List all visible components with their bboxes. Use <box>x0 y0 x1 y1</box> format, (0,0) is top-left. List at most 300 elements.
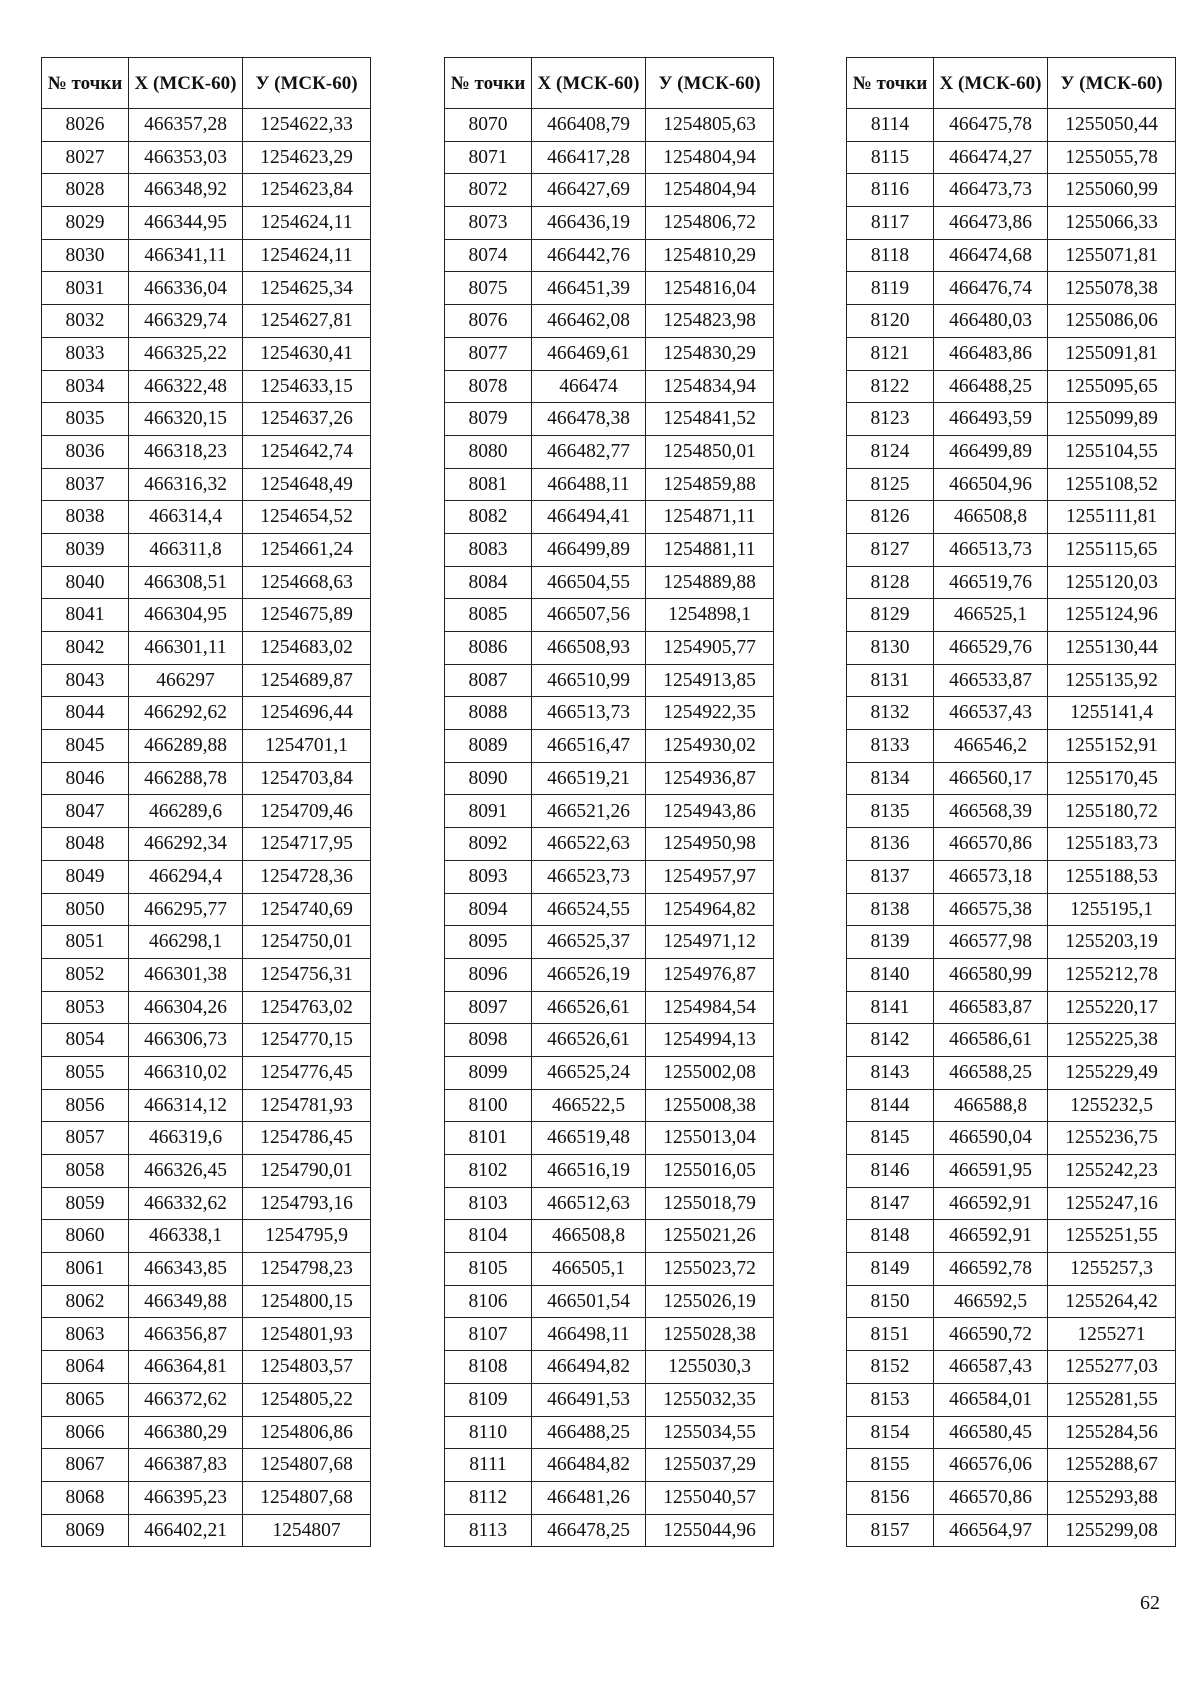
x-coordinate-cell: 466480,03 <box>934 305 1048 338</box>
point-number-cell: 8100 <box>445 1089 532 1122</box>
table-row <box>42 533 371 566</box>
table-row <box>42 1318 371 1351</box>
x-coordinate-cell: 466364,81 <box>129 1351 243 1384</box>
table-row <box>847 828 1176 861</box>
point-number-cell: 8078 <box>445 370 532 403</box>
point-number-cell: 8079 <box>445 403 532 436</box>
point-number-cell: 8030 <box>42 239 129 272</box>
y-coordinate-cell: 1255284,56 <box>1048 1416 1176 1449</box>
table-row <box>42 926 371 959</box>
y-coordinate-cell: 1255141,4 <box>1048 697 1176 730</box>
y-coordinate-cell: 1255008,38 <box>646 1089 774 1122</box>
table-row <box>445 1416 774 1449</box>
table-row <box>445 893 774 926</box>
table-row <box>42 893 371 926</box>
x-coordinate-cell: 466301,38 <box>129 958 243 991</box>
point-number-cell: 8086 <box>445 632 532 665</box>
point-number-cell: 8046 <box>42 762 129 795</box>
x-coordinate-cell: 466341,11 <box>129 239 243 272</box>
table-row <box>847 1220 1176 1253</box>
x-coordinate-cell: 466529,76 <box>934 632 1048 665</box>
x-coordinate-cell: 466586,61 <box>934 1024 1048 1057</box>
y-coordinate-cell: 1255195,1 <box>1048 893 1176 926</box>
y-coordinate-cell: 1255108,52 <box>1048 468 1176 501</box>
y-coordinate-cell: 1254823,98 <box>646 305 774 338</box>
x-coordinate-cell: 466590,72 <box>934 1318 1048 1351</box>
point-number-cell: 8101 <box>445 1122 532 1155</box>
x-coordinate-cell: 466474 <box>532 370 646 403</box>
y-coordinate-cell: 1254881,11 <box>646 533 774 566</box>
point-number-cell: 8044 <box>42 697 129 730</box>
y-coordinate-cell: 1254623,29 <box>243 141 371 174</box>
x-coordinate-cell: 466494,41 <box>532 501 646 534</box>
y-coordinate-cell: 1254668,63 <box>243 566 371 599</box>
coordinates-table-2 <box>444 57 774 1547</box>
point-number-cell: 8093 <box>445 860 532 893</box>
x-coordinate-cell: 466316,32 <box>129 468 243 501</box>
x-coordinate-cell: 466508,8 <box>934 501 1048 534</box>
y-coordinate-cell: 1254624,11 <box>243 207 371 240</box>
table-row <box>42 1024 371 1057</box>
table-row <box>445 664 774 697</box>
table-row <box>445 533 774 566</box>
y-coordinate-cell: 1254803,57 <box>243 1351 371 1384</box>
table-row <box>42 991 371 1024</box>
table-row <box>42 239 371 272</box>
table-row <box>847 991 1176 1024</box>
x-coordinate-cell: 466288,78 <box>129 762 243 795</box>
x-coordinate-cell: 466326,45 <box>129 1155 243 1188</box>
table-row <box>847 207 1176 240</box>
table-row <box>847 1514 1176 1547</box>
table-row <box>42 1220 371 1253</box>
y-coordinate-cell: 1254642,74 <box>243 435 371 468</box>
x-coordinate-cell: 466311,8 <box>129 533 243 566</box>
y-coordinate-cell: 1254807 <box>243 1514 371 1547</box>
y-coordinate-cell: 1255152,91 <box>1048 730 1176 763</box>
table-row <box>847 1481 1176 1514</box>
table-row <box>445 305 774 338</box>
x-coordinate-cell: 466417,28 <box>532 141 646 174</box>
point-number-cell: 8119 <box>847 272 934 305</box>
table-row <box>445 991 774 1024</box>
table-row <box>847 370 1176 403</box>
point-number-cell: 8111 <box>445 1449 532 1482</box>
x-coordinate-cell: 466329,74 <box>129 305 243 338</box>
table-row <box>445 337 774 370</box>
table-row <box>847 860 1176 893</box>
table-row <box>445 1285 774 1318</box>
point-number-cell: 8096 <box>445 958 532 991</box>
x-coordinate-cell: 466505,1 <box>532 1253 646 1286</box>
y-coordinate-cell: 1255220,17 <box>1048 991 1176 1024</box>
header-y-coordinate: У (МСК-60) <box>1048 58 1176 109</box>
table-row <box>847 958 1176 991</box>
table-row <box>445 1187 774 1220</box>
table-row <box>847 272 1176 305</box>
y-coordinate-cell: 1254964,82 <box>646 893 774 926</box>
x-coordinate-cell: 466353,03 <box>129 141 243 174</box>
x-coordinate-cell: 466349,88 <box>129 1285 243 1318</box>
y-coordinate-cell: 1255032,35 <box>646 1383 774 1416</box>
table-row <box>445 926 774 959</box>
point-number-cell: 8105 <box>445 1253 532 1286</box>
x-coordinate-cell: 466491,53 <box>532 1383 646 1416</box>
point-number-cell: 8099 <box>445 1056 532 1089</box>
point-number-cell: 8091 <box>445 795 532 828</box>
point-number-cell: 8114 <box>847 109 934 142</box>
y-coordinate-cell: 1255095,65 <box>1048 370 1176 403</box>
point-number-cell: 8072 <box>445 174 532 207</box>
y-coordinate-cell: 1254905,77 <box>646 632 774 665</box>
y-coordinate-cell: 1254807,68 <box>243 1481 371 1514</box>
point-number-cell: 8137 <box>847 860 934 893</box>
page-number: 62 <box>1140 1592 1160 1614</box>
table-row <box>42 1056 371 1089</box>
y-coordinate-cell: 1254689,87 <box>243 664 371 697</box>
x-coordinate-cell: 466292,62 <box>129 697 243 730</box>
point-number-cell: 8150 <box>847 1285 934 1318</box>
table-row <box>42 632 371 665</box>
y-coordinate-cell: 1254922,35 <box>646 697 774 730</box>
x-coordinate-cell: 466344,95 <box>129 207 243 240</box>
table-row <box>847 1383 1176 1416</box>
x-coordinate-cell: 466580,45 <box>934 1416 1048 1449</box>
point-number-cell: 8075 <box>445 272 532 305</box>
table-row <box>847 1056 1176 1089</box>
y-coordinate-cell: 1255242,23 <box>1048 1155 1176 1188</box>
y-coordinate-cell: 1254801,93 <box>243 1318 371 1351</box>
y-coordinate-cell: 1254770,15 <box>243 1024 371 1057</box>
table-row <box>445 828 774 861</box>
point-number-cell: 8062 <box>42 1285 129 1318</box>
y-coordinate-cell: 1254889,88 <box>646 566 774 599</box>
y-coordinate-cell: 1255099,89 <box>1048 403 1176 436</box>
y-coordinate-cell: 1254776,45 <box>243 1056 371 1089</box>
x-coordinate-cell: 466473,73 <box>934 174 1048 207</box>
point-number-cell: 8074 <box>445 239 532 272</box>
x-coordinate-cell: 466322,48 <box>129 370 243 403</box>
point-number-cell: 8039 <box>42 533 129 566</box>
x-coordinate-cell: 466402,21 <box>129 1514 243 1547</box>
point-number-cell: 8135 <box>847 795 934 828</box>
x-coordinate-cell: 466301,11 <box>129 632 243 665</box>
x-coordinate-cell: 466475,78 <box>934 109 1048 142</box>
table-row <box>847 337 1176 370</box>
point-number-cell: 8043 <box>42 664 129 697</box>
table-row <box>42 1089 371 1122</box>
x-coordinate-cell: 466521,26 <box>532 795 646 828</box>
table-row <box>847 1253 1176 1286</box>
x-coordinate-cell: 466519,21 <box>532 762 646 795</box>
x-coordinate-cell: 466513,73 <box>532 697 646 730</box>
table-row <box>42 795 371 828</box>
x-coordinate-cell: 466336,04 <box>129 272 243 305</box>
table-row <box>445 1318 774 1351</box>
x-coordinate-cell: 466318,23 <box>129 435 243 468</box>
x-coordinate-cell: 466524,55 <box>532 893 646 926</box>
y-coordinate-cell: 1254943,86 <box>646 795 774 828</box>
x-coordinate-cell: 466298,1 <box>129 926 243 959</box>
y-coordinate-cell: 1255120,03 <box>1048 566 1176 599</box>
table-row <box>42 337 371 370</box>
y-coordinate-cell: 1254793,16 <box>243 1187 371 1220</box>
point-number-cell: 8140 <box>847 958 934 991</box>
header-x-coordinate: X (МСК-60) <box>532 58 646 109</box>
y-coordinate-cell: 1255115,65 <box>1048 533 1176 566</box>
point-number-cell: 8029 <box>42 207 129 240</box>
y-coordinate-cell: 1254834,94 <box>646 370 774 403</box>
x-coordinate-cell: 466292,34 <box>129 828 243 861</box>
table-row <box>42 1187 371 1220</box>
x-coordinate-cell: 466320,15 <box>129 403 243 436</box>
table-row <box>847 926 1176 959</box>
point-number-cell: 8081 <box>445 468 532 501</box>
y-coordinate-cell: 1254740,69 <box>243 893 371 926</box>
point-number-cell: 8037 <box>42 468 129 501</box>
point-number-cell: 8060 <box>42 1220 129 1253</box>
point-number-cell: 8117 <box>847 207 934 240</box>
point-number-cell: 8141 <box>847 991 934 1024</box>
point-number-cell: 8097 <box>445 991 532 1024</box>
point-number-cell: 8077 <box>445 337 532 370</box>
y-coordinate-cell: 1255026,19 <box>646 1285 774 1318</box>
table-row <box>847 1449 1176 1482</box>
x-coordinate-cell: 466525,37 <box>532 926 646 959</box>
x-coordinate-cell: 466332,62 <box>129 1187 243 1220</box>
table-row <box>445 632 774 665</box>
table-row <box>445 1024 774 1057</box>
table-row <box>847 1318 1176 1351</box>
table-row <box>847 664 1176 697</box>
point-number-cell: 8026 <box>42 109 129 142</box>
y-coordinate-cell: 1254976,87 <box>646 958 774 991</box>
point-number-cell: 8070 <box>445 109 532 142</box>
y-coordinate-cell: 1254701,1 <box>243 730 371 763</box>
x-coordinate-cell: 466451,39 <box>532 272 646 305</box>
table-row <box>445 795 774 828</box>
y-coordinate-cell: 1254913,85 <box>646 664 774 697</box>
x-coordinate-cell: 466289,88 <box>129 730 243 763</box>
y-coordinate-cell: 1255086,06 <box>1048 305 1176 338</box>
x-coordinate-cell: 466573,18 <box>934 860 1048 893</box>
table-row <box>445 403 774 436</box>
y-coordinate-cell: 1254984,54 <box>646 991 774 1024</box>
x-coordinate-cell: 466590,04 <box>934 1122 1048 1155</box>
table-row <box>445 1351 774 1384</box>
y-coordinate-cell: 1255229,49 <box>1048 1056 1176 1089</box>
table-row <box>847 174 1176 207</box>
y-coordinate-cell: 1255288,67 <box>1048 1449 1176 1482</box>
point-number-cell: 8094 <box>445 893 532 926</box>
y-coordinate-cell: 1254971,12 <box>646 926 774 959</box>
table-row <box>847 730 1176 763</box>
table-row <box>445 1253 774 1286</box>
x-coordinate-cell: 466516,19 <box>532 1155 646 1188</box>
y-coordinate-cell: 1255104,55 <box>1048 435 1176 468</box>
x-coordinate-cell: 466583,87 <box>934 991 1048 1024</box>
point-number-cell: 8155 <box>847 1449 934 1482</box>
header-point-number: № точки <box>847 58 934 109</box>
x-coordinate-cell: 466526,61 <box>532 1024 646 1057</box>
y-coordinate-cell: 1254795,9 <box>243 1220 371 1253</box>
y-coordinate-cell: 1255034,55 <box>646 1416 774 1449</box>
y-coordinate-cell: 1255293,88 <box>1048 1481 1176 1514</box>
table-row <box>42 305 371 338</box>
x-coordinate-cell: 466494,82 <box>532 1351 646 1384</box>
x-coordinate-cell: 466476,74 <box>934 272 1048 305</box>
y-coordinate-cell: 1254627,81 <box>243 305 371 338</box>
y-coordinate-cell: 1254790,01 <box>243 1155 371 1188</box>
table-row <box>42 1416 371 1449</box>
x-coordinate-cell: 466308,51 <box>129 566 243 599</box>
x-coordinate-cell: 466564,97 <box>934 1514 1048 1547</box>
x-coordinate-cell: 466462,08 <box>532 305 646 338</box>
table-row <box>445 1220 774 1253</box>
x-coordinate-cell: 466488,11 <box>532 468 646 501</box>
table-row <box>847 1416 1176 1449</box>
point-number-cell: 8149 <box>847 1253 934 1286</box>
x-coordinate-cell: 466592,91 <box>934 1187 1048 1220</box>
y-coordinate-cell: 1255236,75 <box>1048 1122 1176 1155</box>
y-coordinate-cell: 1254756,31 <box>243 958 371 991</box>
x-coordinate-cell: 466570,86 <box>934 828 1048 861</box>
point-number-cell: 8107 <box>445 1318 532 1351</box>
point-number-cell: 8036 <box>42 435 129 468</box>
point-number-cell: 8092 <box>445 828 532 861</box>
y-coordinate-cell: 1255183,73 <box>1048 828 1176 861</box>
header-y-coordinate: У (МСК-60) <box>646 58 774 109</box>
table-row <box>42 174 371 207</box>
x-coordinate-cell: 466512,63 <box>532 1187 646 1220</box>
y-coordinate-cell: 1254957,97 <box>646 860 774 893</box>
y-coordinate-cell: 1254703,84 <box>243 762 371 795</box>
x-coordinate-cell: 466297 <box>129 664 243 697</box>
point-number-cell: 8110 <box>445 1416 532 1449</box>
x-coordinate-cell: 466508,8 <box>532 1220 646 1253</box>
y-coordinate-cell: 1254648,49 <box>243 468 371 501</box>
table-row <box>847 403 1176 436</box>
x-coordinate-cell: 466357,28 <box>129 109 243 142</box>
table-row <box>847 239 1176 272</box>
table-row <box>847 1285 1176 1318</box>
y-coordinate-cell: 1255055,78 <box>1048 141 1176 174</box>
y-coordinate-cell: 1255277,03 <box>1048 1351 1176 1384</box>
y-coordinate-cell: 1254806,72 <box>646 207 774 240</box>
table-row <box>445 239 774 272</box>
table-row <box>847 109 1176 142</box>
point-number-cell: 8139 <box>847 926 934 959</box>
x-coordinate-cell: 466319,6 <box>129 1122 243 1155</box>
point-number-cell: 8040 <box>42 566 129 599</box>
point-number-cell: 8071 <box>445 141 532 174</box>
table-row <box>847 795 1176 828</box>
y-coordinate-cell: 1254806,86 <box>243 1416 371 1449</box>
x-coordinate-cell: 466473,86 <box>934 207 1048 240</box>
x-coordinate-cell: 466478,38 <box>532 403 646 436</box>
table-row <box>42 566 371 599</box>
point-number-cell: 8082 <box>445 501 532 534</box>
table-row <box>847 697 1176 730</box>
y-coordinate-cell: 1255016,05 <box>646 1155 774 1188</box>
point-number-cell: 8063 <box>42 1318 129 1351</box>
table-row <box>847 1024 1176 1057</box>
table-row <box>445 501 774 534</box>
x-coordinate-cell: 466516,47 <box>532 730 646 763</box>
x-coordinate-cell: 466591,95 <box>934 1155 1048 1188</box>
table-row <box>847 566 1176 599</box>
point-number-cell: 8102 <box>445 1155 532 1188</box>
point-number-cell: 8087 <box>445 664 532 697</box>
table-row <box>42 272 371 305</box>
x-coordinate-cell: 466499,89 <box>532 533 646 566</box>
point-number-cell: 8080 <box>445 435 532 468</box>
point-number-cell: 8066 <box>42 1416 129 1449</box>
point-number-cell: 8153 <box>847 1383 934 1416</box>
table-row <box>847 1351 1176 1384</box>
x-coordinate-cell: 466348,92 <box>129 174 243 207</box>
x-coordinate-cell: 466442,76 <box>532 239 646 272</box>
y-coordinate-cell: 1255212,78 <box>1048 958 1176 991</box>
x-coordinate-cell: 466483,86 <box>934 337 1048 370</box>
table-row <box>445 1122 774 1155</box>
table-row <box>42 207 371 240</box>
y-coordinate-cell: 1255028,38 <box>646 1318 774 1351</box>
table-row <box>42 1351 371 1384</box>
y-coordinate-cell: 1255232,5 <box>1048 1089 1176 1122</box>
point-number-cell: 8145 <box>847 1122 934 1155</box>
y-coordinate-cell: 1254696,44 <box>243 697 371 730</box>
table-row <box>42 599 371 632</box>
table-row <box>42 109 371 142</box>
table-row <box>42 1514 371 1547</box>
x-coordinate-cell: 466501,54 <box>532 1285 646 1318</box>
table-row <box>42 141 371 174</box>
table-row <box>847 762 1176 795</box>
point-number-cell: 8120 <box>847 305 934 338</box>
y-coordinate-cell: 1254807,68 <box>243 1449 371 1482</box>
coordinates-table-1 <box>41 57 371 1547</box>
x-coordinate-cell: 466580,99 <box>934 958 1048 991</box>
table-row <box>445 272 774 305</box>
x-coordinate-cell: 466408,79 <box>532 109 646 142</box>
y-coordinate-cell: 1255281,55 <box>1048 1383 1176 1416</box>
point-number-cell: 8113 <box>445 1514 532 1547</box>
y-coordinate-cell: 1254804,94 <box>646 141 774 174</box>
y-coordinate-cell: 1254683,02 <box>243 632 371 665</box>
y-coordinate-cell: 1254750,01 <box>243 926 371 959</box>
point-number-cell: 8152 <box>847 1351 934 1384</box>
point-number-cell: 8133 <box>847 730 934 763</box>
point-number-cell: 8148 <box>847 1220 934 1253</box>
point-number-cell: 8034 <box>42 370 129 403</box>
x-coordinate-cell: 466304,95 <box>129 599 243 632</box>
x-coordinate-cell: 466560,17 <box>934 762 1048 795</box>
point-number-cell: 8157 <box>847 1514 934 1547</box>
y-coordinate-cell: 1254950,98 <box>646 828 774 861</box>
y-coordinate-cell: 1255040,57 <box>646 1481 774 1514</box>
x-coordinate-cell: 466314,12 <box>129 1089 243 1122</box>
x-coordinate-cell: 466343,85 <box>129 1253 243 1286</box>
point-number-cell: 8033 <box>42 337 129 370</box>
y-coordinate-cell: 1254930,02 <box>646 730 774 763</box>
y-coordinate-cell: 1254810,29 <box>646 239 774 272</box>
x-coordinate-cell: 466295,77 <box>129 893 243 926</box>
y-coordinate-cell: 1255002,08 <box>646 1056 774 1089</box>
table-row <box>42 1253 371 1286</box>
point-number-cell: 8147 <box>847 1187 934 1220</box>
point-number-cell: 8048 <box>42 828 129 861</box>
